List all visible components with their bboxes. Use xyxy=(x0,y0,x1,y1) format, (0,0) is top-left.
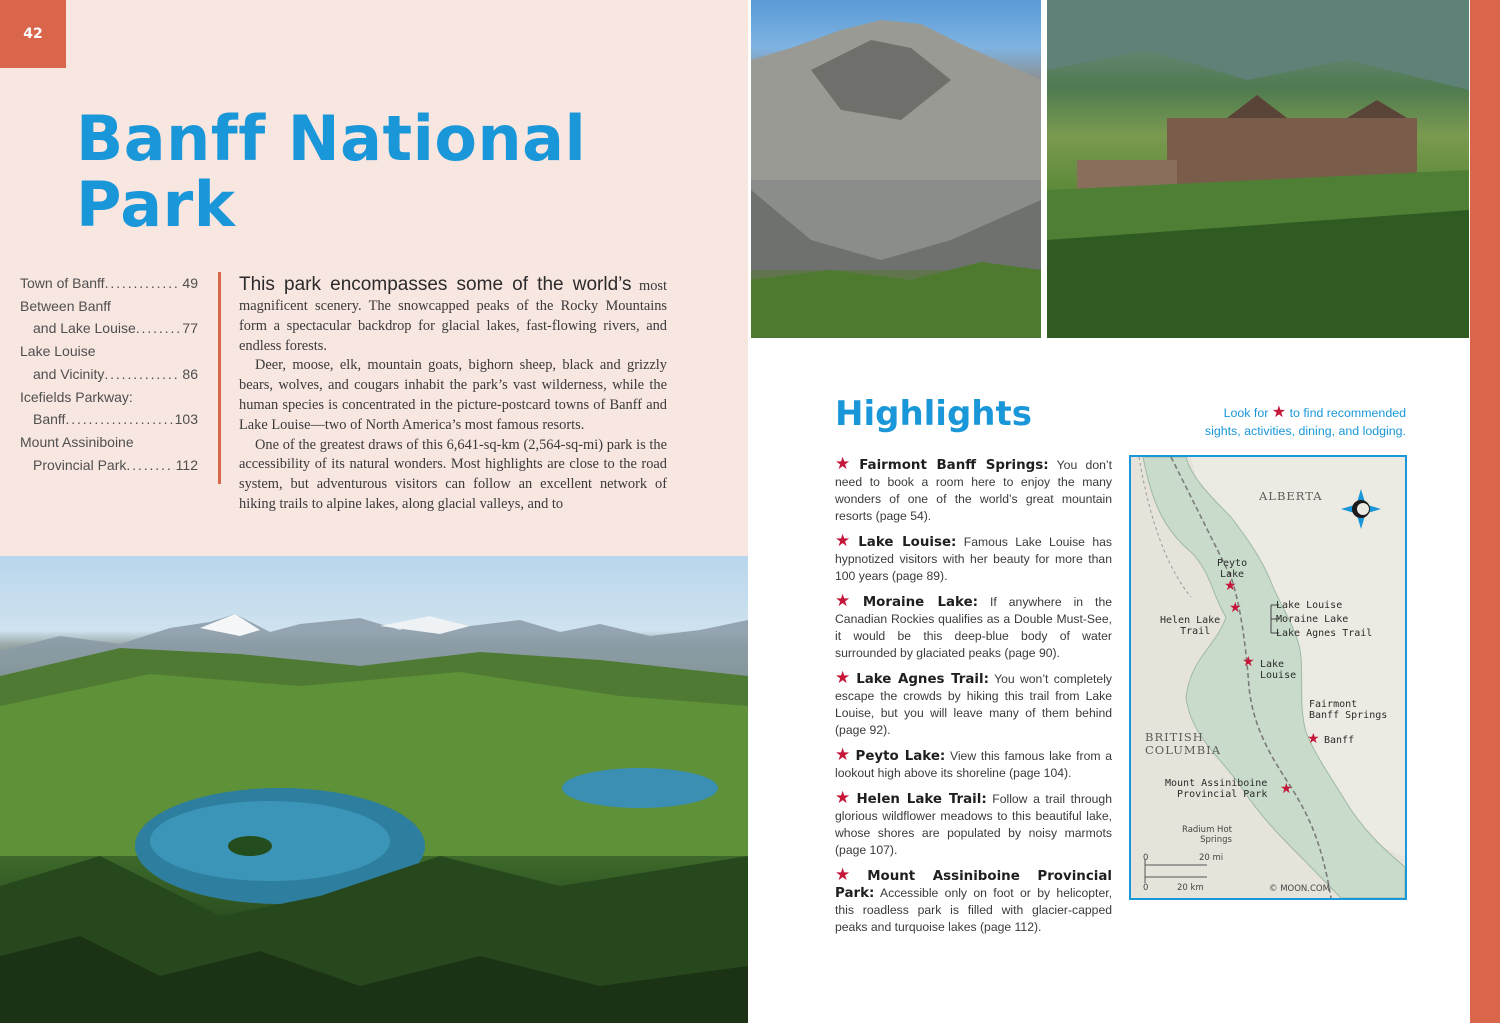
map-label-assiniboine-line-1: Mount Assiniboine xyxy=(1165,778,1268,789)
toc-entry-page: 103 xyxy=(174,411,198,428)
highlight-item xyxy=(835,866,1112,936)
highlight-item xyxy=(835,746,1112,782)
star-icon: ★ xyxy=(1271,404,1287,421)
highlight-name: Moraine Lake: xyxy=(862,595,979,610)
map-label-peyto-line-2: Lake xyxy=(1220,569,1245,580)
map-label-radium-line-2: Springs xyxy=(1200,835,1232,845)
toc-entry-page: 49 xyxy=(182,275,198,291)
map-label-fairmont-line-1: Fairmont xyxy=(1309,699,1358,710)
toc-entry-label: and Lake Louise xyxy=(33,320,136,337)
look-for-post: to find recommended sights, activities, dining, and lodging. xyxy=(1204,406,1406,438)
chapter-title-line-2: Park xyxy=(76,168,236,241)
toc-entry[interactable] xyxy=(20,272,198,295)
intro-paragraph-1 xyxy=(239,272,667,356)
highlight-text: You don’t need to book a room here to enjoy the many wonders of one of the world’s great mountain resorts (page 54). xyxy=(835,458,1112,523)
toc-entry-label: Icefields Parkway: xyxy=(20,388,133,405)
left-page xyxy=(0,0,748,1023)
right-edge-bar xyxy=(1470,0,1500,1023)
highlight-item xyxy=(835,532,1112,585)
hotel-forest-illustration xyxy=(1047,0,1469,338)
highlight-item xyxy=(835,669,1112,739)
toc-divider xyxy=(218,272,221,484)
chapter-title-line-1: Banff National xyxy=(76,102,587,175)
intro-text xyxy=(239,272,667,516)
map-label-helen-line-1: Helen Lake xyxy=(1160,615,1221,626)
map-label-town-lake-louise xyxy=(1260,659,1296,681)
map-label-radium xyxy=(1182,825,1232,845)
toc-leader xyxy=(126,454,173,477)
star-icon: ★ xyxy=(835,788,853,807)
highlight-name: Lake Louise: xyxy=(858,535,957,550)
highlight-text: Famous Lake Louise has hypnotized visitors with her beauty for more than 100 years (page 89). xyxy=(835,535,1113,583)
star-icon: ★ xyxy=(835,745,852,764)
map-label-peyto xyxy=(1217,558,1247,580)
intro-lead: This park encompasses some of the world’s xyxy=(239,274,632,295)
highlights-list xyxy=(835,455,1112,943)
toc-entry-label: Provincial Park xyxy=(33,456,127,473)
toc-entry-label: and Vicinity xyxy=(33,365,105,382)
star-icon: ★ xyxy=(835,591,859,610)
map-credit: © MOON.COM xyxy=(1269,884,1330,894)
toc-entry-page: 112 xyxy=(175,456,198,473)
highlight-name: Fairmont Banff Springs: xyxy=(859,458,1049,473)
toc-entry[interactable] xyxy=(20,408,198,431)
map-label-agnes: Lake Agnes Trail xyxy=(1276,628,1373,639)
toc-entry[interactable] xyxy=(20,317,198,340)
toc-entry[interactable] xyxy=(20,454,198,477)
star-icon: ★ xyxy=(835,865,864,884)
map-scale-km: 20 km xyxy=(1177,883,1204,893)
park-map xyxy=(1129,455,1407,900)
star-icon: ★ xyxy=(835,531,855,550)
meadow-lake-photo xyxy=(0,556,748,1023)
toc-entry[interactable] xyxy=(20,363,198,386)
highlight-item xyxy=(835,789,1112,859)
map-star-icon: ★ xyxy=(1242,654,1255,670)
highlight-text: Accessible only on foot or by helicopter, this roadless park is filled with glacier-capped peaks and turquoise lakes (page 112). xyxy=(835,886,1112,934)
highlight-text: View this famous lake from a lookout high above its shoreline (page 104). xyxy=(835,749,1112,780)
star-icon: ★ xyxy=(835,454,856,473)
toc-entry-page: 86 xyxy=(182,365,198,382)
intro-paragraph-2: Deer, moose, elk, mountain goats, bighorn sheep, black and grizzly bears, wolves, and cougars inhabit the park’s vast wilderness, while the human species is concentrated in the picture-postcard towns of Banff and Lake Louise—two of North America’s most famous resorts. xyxy=(239,357,667,433)
toc-leader xyxy=(65,408,172,431)
map-star-icon: ★ xyxy=(1229,600,1242,616)
star-icon: ★ xyxy=(835,668,853,687)
map-label-helen-line-2: Trail xyxy=(1180,626,1211,637)
highlights-title: Highlights xyxy=(835,394,1032,434)
map-scale-zero-km: 0 xyxy=(1143,883,1149,893)
map-region-bc-line-2: COLUMBIA xyxy=(1145,743,1222,757)
map-label-radium-line-1: Radium Hot xyxy=(1182,825,1232,835)
highlight-text: If anywhere in the Canadian Rockies qualifies as a Double Must-See, it would be this deep-blue body of water surrounded by glaciated peaks (page 90). xyxy=(835,595,1112,660)
map-label-peyto-line-1: Peyto xyxy=(1217,558,1248,569)
look-for-note xyxy=(1186,404,1406,440)
map-label-town-ll-line-2: Louise xyxy=(1260,670,1297,681)
map-label-moraine: Moraine Lake xyxy=(1276,614,1349,625)
highlight-text: Follow a trail through glorious wildflower meadows to this beautiful lake, whose shores are populated by noisy marmots (page 107). xyxy=(835,792,1112,857)
map-star-icon: ★ xyxy=(1224,578,1237,594)
toc-entry[interactable] xyxy=(20,340,198,363)
map-star-icon: ★ xyxy=(1307,731,1320,747)
map-label-helen xyxy=(1160,615,1220,637)
map-label-assiniboine-line-2: Provincial Park xyxy=(1177,789,1268,800)
mountain-reflection-illustration xyxy=(751,0,1041,338)
toc-entry[interactable] xyxy=(20,295,198,318)
toc-leader xyxy=(104,363,180,386)
look-for-pre: Look for xyxy=(1223,406,1269,420)
map-label-fairmont xyxy=(1309,699,1387,721)
page-number: 42 xyxy=(0,0,66,68)
highlight-item xyxy=(835,592,1112,662)
toc-entry-label: Mount Assiniboine xyxy=(20,433,134,450)
highlight-name: Peyto Lake: xyxy=(855,749,946,764)
map-region-bc xyxy=(1145,731,1221,757)
banff-springs-hotel-photo xyxy=(1047,0,1469,338)
map-scale-zero-mi: 0 xyxy=(1143,853,1149,863)
meadow-lake-illustration xyxy=(0,556,748,1023)
intro-p1-rest: most magnificent scenery. The snowcapped peaks of the Rocky Mountains form a spectacular backdrop for glacial lakes, fast-flowing rivers, and endless forests. xyxy=(239,278,667,354)
highlight-item xyxy=(835,455,1112,525)
map-star-icon: ★ xyxy=(1280,781,1293,797)
map-region-bc-line-1: BRITISH xyxy=(1145,730,1204,744)
toc-entry-label: Town of Banff xyxy=(20,275,105,291)
toc-entry-page: 77 xyxy=(182,320,198,337)
map-label-lake-louise: Lake Louise xyxy=(1276,600,1343,611)
right-page xyxy=(748,0,1500,1023)
highlight-name: Mount Assiniboine Provincial Park: xyxy=(835,869,1112,901)
highlight-name: Helen Lake Trail: xyxy=(856,792,987,807)
highlight-text: You won’t completely escape the crowds by hiking this trail from Lake Louise, but you will leave many of them behind (page 92). xyxy=(835,672,1112,737)
map-label-assiniboine xyxy=(1165,778,1267,800)
toc-entry-label: Banff xyxy=(33,411,66,428)
map-scale-mi: 20 mi xyxy=(1199,853,1224,863)
chapter-title xyxy=(76,102,587,241)
table-of-contents xyxy=(20,272,198,476)
mountain-reflection-photo xyxy=(751,0,1041,338)
toc-leader xyxy=(105,272,181,295)
map-label-banff: Banff xyxy=(1324,735,1355,746)
toc-entry-label: Between Banff xyxy=(20,297,111,314)
toc-entry[interactable] xyxy=(20,386,198,409)
toc-entry[interactable] xyxy=(20,431,198,454)
intro-paragraph-3: One of the greatest draws of this 6,641-sq-km (2,564-sq-mi) park is the accessibility of its natural wonders. Most highlights are close to the road system, but adventurous visitors can follow an excellent network of hiking trails to alpine lakes, along glacial valleys, and to xyxy=(239,436,667,512)
map-region-alberta: ALBERTA xyxy=(1259,489,1323,503)
map-label-fairmont-line-2: Banff Springs xyxy=(1309,710,1388,721)
map-label-town-ll-line-1: Lake xyxy=(1260,659,1285,670)
toc-leader xyxy=(136,317,181,340)
highlight-name: Lake Agnes Trail: xyxy=(856,672,989,687)
toc-entry-label: Lake Louise xyxy=(20,343,96,360)
